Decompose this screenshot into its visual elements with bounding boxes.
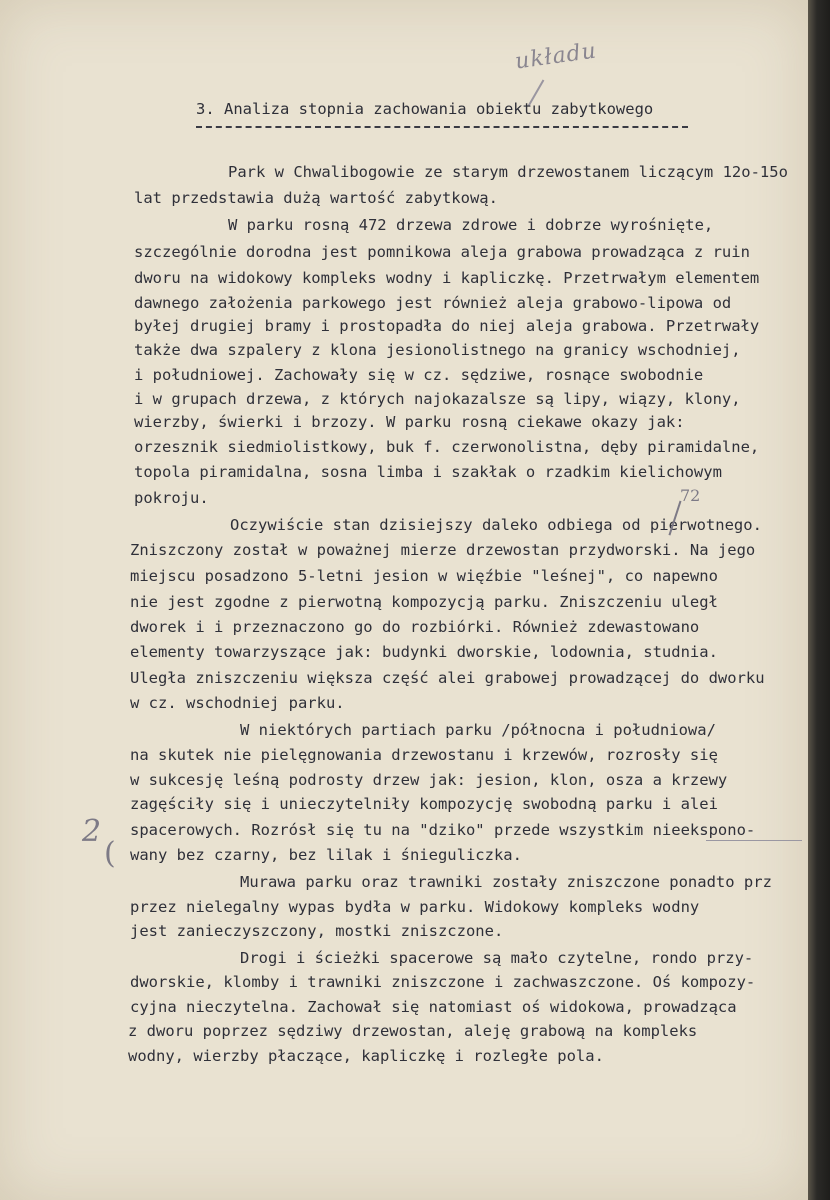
- pencil-annotation: 72: [680, 486, 701, 505]
- text-line: i południowej. Zachowały się w cz. sędziwe, rosnące swobodnie: [134, 366, 704, 384]
- text-line: Zniszczony został w poważnej mierze drzewostan przydworski. Na jego: [130, 541, 756, 559]
- section-title: 3. Analiza stopnia zachowania obiektu zabytkowego: [196, 100, 654, 118]
- text-line: elementy towarzyszące jak: budynki dworskie, lodownia, studnia.: [130, 643, 718, 661]
- text-line: Park w Chwalibogowie ze starym drzewostanem liczącym 12o-15o: [228, 163, 788, 181]
- text-line: na skutek nie pielęgnowania drzewostanu i krzewów, rozrosły się: [130, 746, 718, 764]
- text-line: i w grupach drzewa, z których najokazalsze są lipy, wiązy, klony,: [134, 390, 741, 408]
- text-line: dworskie, klomby i trawniki zniszczone i zachwaszczone. Oś kompozy-: [130, 973, 756, 991]
- margin-bracket: (: [104, 836, 116, 871]
- text-line: byłej drugiej bramy i prostopadła do niej aleja grabowa. Przetrwały: [134, 317, 760, 335]
- text-line: W parku rosną 472 drzewa zdrowe i dobrze wyrośnięte,: [228, 216, 714, 234]
- text-line: przez nielegalny wypas bydła w parku. Widokowy kompleks wodny: [130, 898, 700, 916]
- text-line: Oczywiście stan dzisiejszy daleko odbiega od pierwotnego.: [230, 516, 762, 534]
- text-line: wierzby, świerki i brzozy. W parku rosną ciekawe okazy jak:: [134, 413, 685, 431]
- text-line: zagęściły się i unieczytelniły kompozycję swobodną parku i alei: [130, 795, 718, 813]
- text-line: cyjna nieczytelna. Zachował się natomiast oś widokowa, prowadząca: [130, 998, 737, 1016]
- margin-annotation: 2: [82, 814, 102, 849]
- text-line: nie jest zgodne z pierwotną kompozycją parku. Zniszczeniu uległ: [130, 593, 718, 611]
- scan-edge: [808, 0, 830, 1200]
- text-line: Drogi i ścieżki spacerowe są mało czytelne, rondo przy-: [240, 949, 754, 967]
- text-line: w sukcesję leśną podrosty drzew jak: jesion, klon, osza a krzewy: [130, 771, 728, 789]
- text-line: wodny, wierzby płaczące, kapliczkę i rozległe pola.: [128, 1047, 604, 1065]
- handwritten-note: układu: [513, 38, 599, 75]
- text-line: wany bez czarny, bez lilak i śnieguliczka.: [130, 846, 522, 864]
- text-line: jest zanieczyszczony, mostki zniszczone.: [130, 922, 504, 940]
- title-underline: [196, 126, 688, 128]
- text-line: topola piramidalna, sosna limba i szakłak o rzadkim kielichowym: [134, 463, 722, 481]
- text-line: dawnego założenia parkowego jest również aleja grabowo-lipowa od: [134, 294, 732, 312]
- text-line: pokroju.: [134, 489, 209, 507]
- text-line: w cz. wschodniej parku.: [130, 694, 345, 712]
- text-line: lat przedstawia dużą wartość zabytkową.: [134, 189, 498, 207]
- text-line: spacerowych. Rozrósł się tu na "dziko" przede wszystkim nieekspono-: [130, 821, 756, 839]
- text-line: Murawa parku oraz trawniki zostały zniszczone ponadto prz: [240, 873, 772, 891]
- text-line: z dworu poprzez sędziwy drzewostan, aleję grabową na kompleks: [128, 1022, 698, 1040]
- text-line: dworek i i przeznaczono go do rozbiórki. Również zdewastowano: [130, 618, 700, 636]
- text-line: szczególnie dorodna jest pomnikowa aleja grabowa prowadząca z ruin: [134, 243, 750, 261]
- text-line: także dwa szpalery z klona jesionolistnego na granicy wschodniej,: [134, 341, 741, 359]
- text-line: dworu na widokowy kompleks wodny i kapliczkę. Przetrwałym elementem: [134, 269, 760, 287]
- text-line: orzesznik siedmiolistkowy, buk f. czerwonolistna, dęby piramidalne,: [134, 438, 760, 456]
- text-line: W niektórych partiach parku /północna i południowa/: [240, 721, 716, 739]
- text-line: Uległa zniszczeniu większa część alei grabowej prowadzącej do dworku: [130, 669, 765, 687]
- pencil-underline: [706, 840, 802, 841]
- text-line: miejscu posadzono 5-letni jesion w więźbie "leśnej", co napewno: [130, 567, 718, 585]
